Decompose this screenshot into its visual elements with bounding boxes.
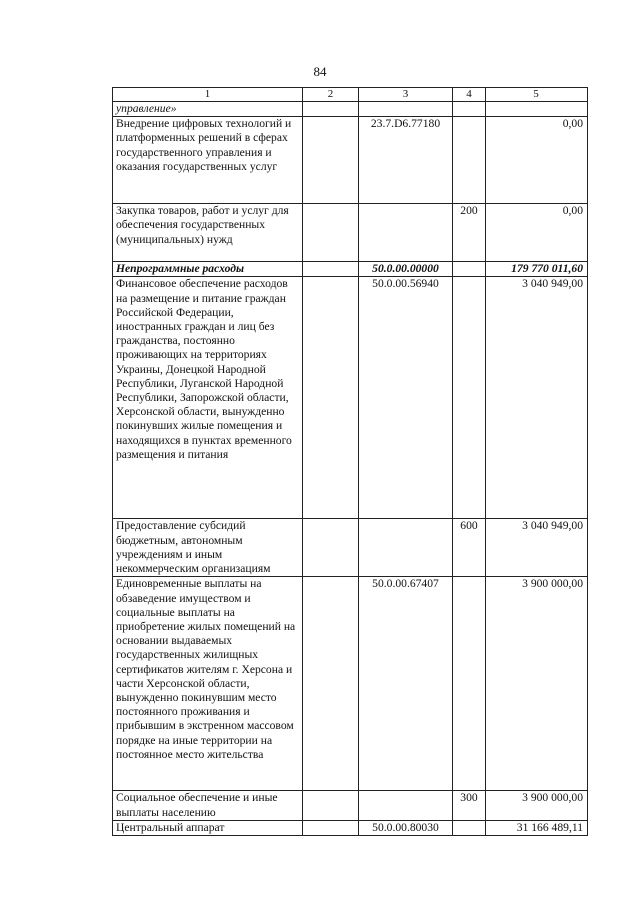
- row-amount: 0,00: [486, 204, 588, 262]
- row-col2: [303, 519, 359, 577]
- row-col2: [303, 117, 359, 204]
- row-col2: [303, 577, 359, 791]
- row-name: Финансовое обеспечение расходов на размещение и питание граждан Российской Федерации, иностранных граждан и лиц без гражданства, постоянно проживающих на территориях Украины, Донецкой Народной Республики, Луганской Народной Республики, Запорожской области, Херсонской области, вынужденно покинувших жилые помещения и находящихся в пунктах временного размещения и питания: [113, 277, 303, 519]
- row-name: Социальное обеспечение и иные выплаты населению: [113, 791, 303, 820]
- row-name: Предоставление субсидий бюджетным, автономным учреждениям и иным некоммерческим организациям: [113, 519, 303, 577]
- row-code: 50.0.00.00000: [359, 262, 453, 277]
- table-row: [113, 117, 588, 204]
- budget-table: [112, 87, 588, 836]
- row-amount: 3 040 949,00: [486, 519, 588, 577]
- row-type: 300: [453, 791, 486, 820]
- row-name-text: управление»: [116, 102, 177, 115]
- row-code: 23.7.D6.77180: [359, 117, 453, 204]
- row-code: [359, 791, 453, 820]
- row-col2: [303, 204, 359, 262]
- table-row: [113, 820, 588, 835]
- column-header-2: 2: [303, 88, 359, 102]
- row-code: [359, 204, 453, 262]
- table-row: [113, 577, 588, 791]
- row-type: [453, 262, 486, 277]
- row-type: [453, 820, 486, 835]
- row-type: 600: [453, 519, 486, 577]
- row-amount: 3 900 000,00: [486, 791, 588, 820]
- row-code: [359, 519, 453, 577]
- row-name: Закупка товаров, работ и услуг для обеспечения государственных (муниципальных) нужд: [113, 204, 303, 262]
- row-name: Единовременные выплаты на обзаведение имуществом и социальные выплаты на приобретение жилых помещений на основании выдаваемых государственных жилищных сертификатов жителям г. Херсона и части Херсонской области, вынужденно покинувшим место постоянного проживания и прибывшим в экстренном массовом порядке на иные территории на постоянное место жительства: [113, 577, 303, 791]
- row-amount: 3 900 000,00: [486, 577, 588, 791]
- row-col2: [303, 102, 359, 117]
- row-code: 50.0.00.56940: [359, 277, 453, 519]
- row-amount: [486, 102, 588, 117]
- row-amount: 31 166 489,11: [486, 820, 588, 835]
- table-row: [113, 102, 588, 117]
- column-header-3: 3: [359, 88, 453, 102]
- table-row: [113, 791, 588, 820]
- page-number: 84: [313, 64, 327, 79]
- table-row: [113, 262, 588, 277]
- table-row: [113, 204, 588, 262]
- row-col2: [303, 277, 359, 519]
- row-type: [453, 102, 486, 117]
- row-type: [453, 117, 486, 204]
- row-type: [453, 577, 486, 791]
- column-header-4: 4: [453, 88, 486, 102]
- row-name: Внедрение цифровых технологий и платформенных решений в сферах государственного управления и оказания государственных услуг: [113, 117, 303, 204]
- row-code: 50.0.00.80030: [359, 820, 453, 835]
- row-type: [453, 277, 486, 519]
- row-col2: [303, 791, 359, 820]
- row-amount: 179 770 011,60: [486, 262, 588, 277]
- row-type: 200: [453, 204, 486, 262]
- row-col2: [303, 262, 359, 277]
- row-amount: 3 040 949,00: [486, 277, 588, 519]
- row-name: [113, 102, 303, 117]
- row-amount: 0,00: [486, 117, 588, 204]
- column-header-1: 1: [113, 88, 303, 102]
- table-header-row: [113, 88, 588, 102]
- row-code: [359, 102, 453, 117]
- table-row: [113, 277, 588, 519]
- table-row: [113, 519, 588, 577]
- column-header-5: 5: [486, 88, 588, 102]
- row-col2: [303, 820, 359, 835]
- row-name: Центральный аппарат: [113, 820, 303, 835]
- row-name: Непрограммные расходы: [113, 262, 303, 277]
- row-code: 50.0.00.67407: [359, 577, 453, 791]
